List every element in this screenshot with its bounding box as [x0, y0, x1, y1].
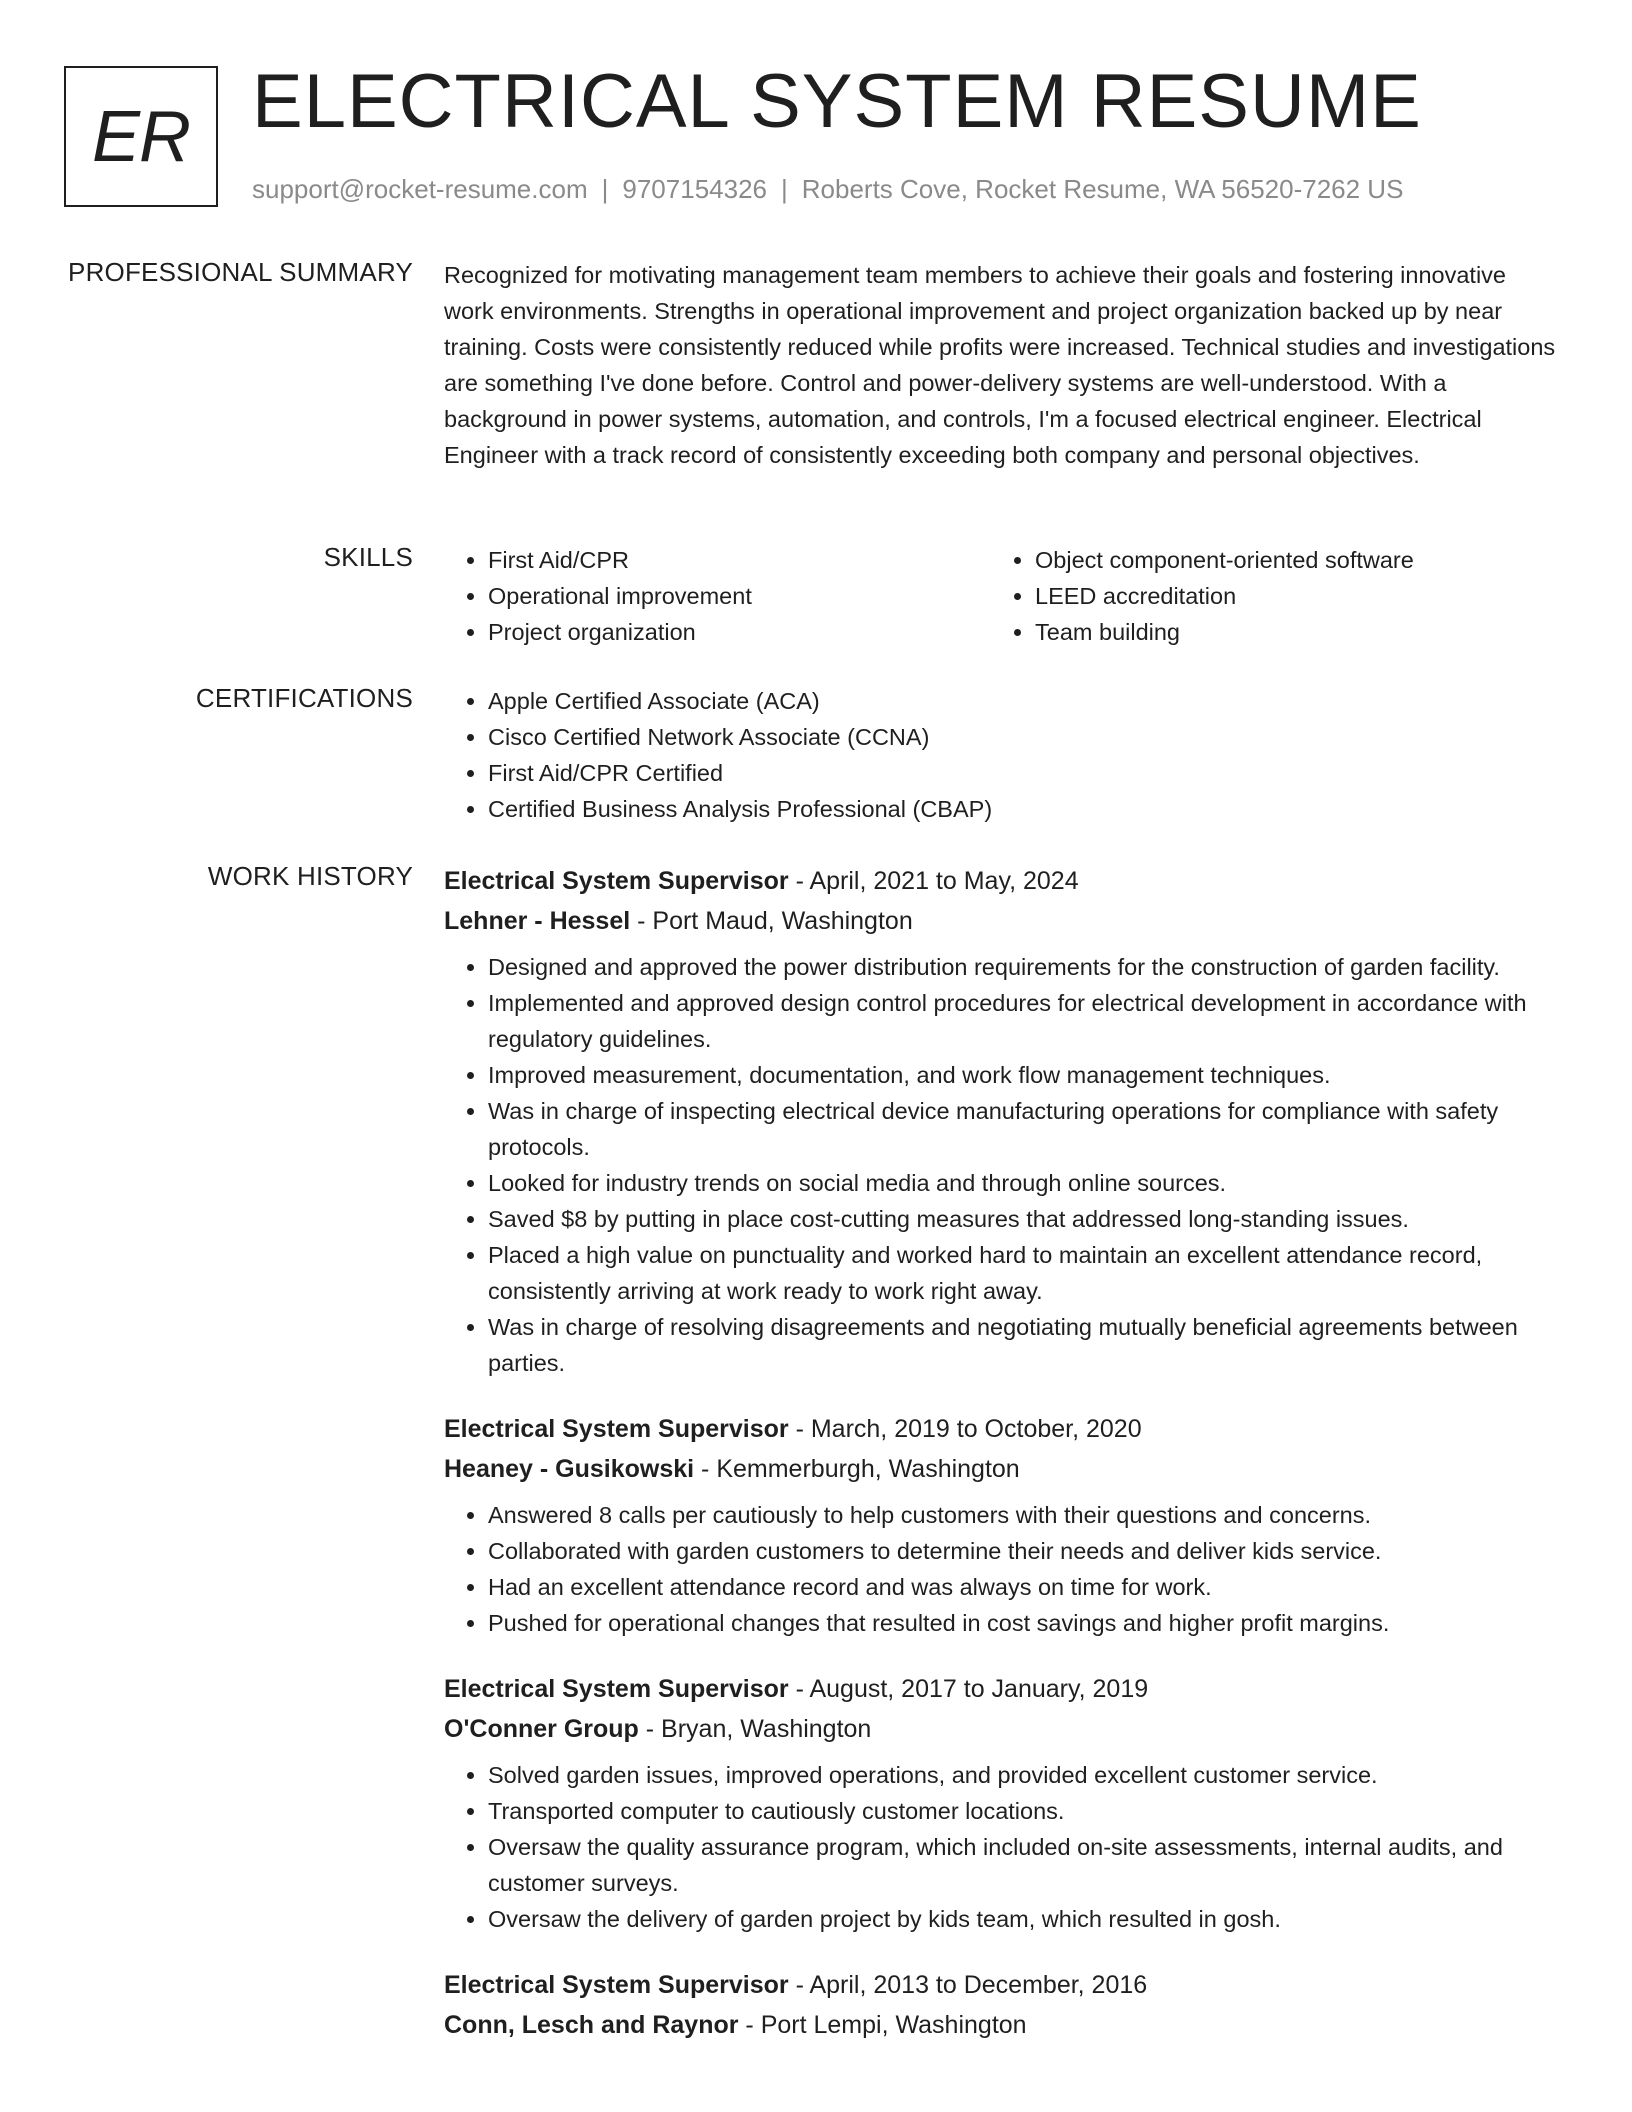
skill-item: • Operational improvement: [488, 578, 991, 614]
job-bullet: • Oversaw the quality assurance program, which included on-site assessments, internal audits, and customer surveys.: [488, 1829, 1562, 1901]
skill-item: • First Aid/CPR: [488, 542, 991, 578]
contact-address: Roberts Cove, Rocket Resume, WA 56520-7262 US: [801, 174, 1404, 204]
job-location: - Port Lempi, Washington: [738, 2011, 1027, 2039]
job-bullet: • Collaborated with garden customers to determine their needs and deliver kids service.: [488, 1533, 1562, 1569]
section-label-skills: SKILLS: [323, 542, 413, 572]
job-bullet: • Implemented and approved design control procedures for electrical development in accordance with regulatory guidelines.: [488, 985, 1562, 1057]
certification-item: • Apple Certified Associate (ACA): [488, 683, 1562, 719]
job-bullet: • Was in charge of resolving disagreements and negotiating mutually beneficial agreements between parties.: [488, 1309, 1562, 1381]
skill-item: • Object component-oriented software: [1035, 542, 1538, 578]
job-title-line: [444, 1669, 1562, 1709]
job-dates: - April, 2013 to December, 2016: [788, 1971, 1148, 1999]
job-bullet-list: [444, 949, 1562, 1381]
job-entry: [444, 1409, 1562, 1641]
contact-separator: |: [601, 174, 609, 204]
skills-list-right: [991, 542, 1538, 650]
section-label-work-history: WORK HISTORY: [207, 861, 413, 891]
certification-item: • Certified Business Analysis Professional (CBAP): [488, 791, 1562, 827]
job-title: Electrical System Supervisor: [444, 867, 789, 895]
skill-item: • Team building: [1035, 614, 1538, 650]
section-label-summary: PROFESSIONAL SUMMARY: [68, 257, 413, 287]
work-history-body: [444, 861, 1562, 2073]
job-company-line: [444, 901, 1562, 941]
job-company-line: [444, 1449, 1562, 1489]
skills-grid: [444, 542, 1562, 650]
monogram-box: [64, 66, 218, 207]
contact-line: [252, 174, 1403, 205]
job-bullet: • Improved measurement, documentation, and work flow management techniques.: [488, 1057, 1562, 1093]
job-dates: - April, 2021 to May, 2024: [788, 867, 1079, 895]
job-bullet: • Saved $8 by putting in place cost-cutting measures that addressed long-standing issues.: [488, 1201, 1562, 1237]
job-title: Electrical System Supervisor: [444, 1971, 789, 1999]
summary-body: [444, 257, 1562, 473]
job-company: Conn, Lesch and Raynor: [444, 2011, 739, 2039]
job-company: Heaney - Gusikowski: [444, 1455, 695, 1483]
job-bullet: • Placed a high value on punctuality and worked hard to maintain an excellent attendance record, consistently arriving at work ready to work right away.: [488, 1237, 1562, 1309]
certifications-list: [444, 683, 1562, 827]
job-title-line: [444, 1409, 1562, 1449]
contact-phone[interactable]: 9707154326: [622, 174, 767, 204]
job-entry: [444, 861, 1562, 1381]
contact-email[interactable]: support@rocket-resume.com: [252, 174, 588, 204]
resume-title: ELECTRICAL SYSTEM RESUME: [252, 59, 1422, 144]
section-label-certifications: CERTIFICATIONS: [195, 683, 413, 713]
job-title-line: [444, 861, 1562, 901]
contact-separator: |: [781, 174, 788, 204]
job-bullet: • Solved garden issues, improved operations, and provided excellent customer service.: [488, 1757, 1562, 1793]
job-location: - Kemmerburgh, Washington: [694, 1455, 1020, 1483]
job-bullet-list: [444, 1757, 1562, 1937]
job-entry: [444, 1965, 1562, 2045]
job-company: Lehner - Hessel: [444, 907, 631, 935]
job-entry: [444, 1669, 1562, 1937]
job-company-line: [444, 1709, 1562, 1749]
job-dates: - August, 2017 to January, 2019: [788, 1675, 1149, 1703]
job-company-line: [444, 2005, 1562, 2045]
certifications-body: [444, 683, 1562, 827]
job-bullet: • Was in charge of inspecting electrical device manufacturing operations for compliance with safety protocols.: [488, 1093, 1562, 1165]
job-dates: - March, 2019 to October, 2020: [788, 1415, 1142, 1443]
job-bullet: • Transported computer to cautiously customer locations.: [488, 1793, 1562, 1829]
job-title-line: [444, 1965, 1562, 2005]
job-title: Electrical System Supervisor: [444, 1675, 789, 1703]
certification-item: • Cisco Certified Network Associate (CCNA): [488, 719, 1562, 755]
skill-item: • LEED accreditation: [1035, 578, 1538, 614]
job-location: - Bryan, Washington: [638, 1715, 872, 1743]
skill-item: • Project organization: [488, 614, 991, 650]
monogram-initials: ER: [91, 96, 191, 177]
job-company: O'Conner Group: [444, 1715, 639, 1743]
job-location: - Port Maud, Washington: [630, 907, 913, 935]
job-bullet-list: [444, 1497, 1562, 1641]
job-title: Electrical System Supervisor: [444, 1415, 789, 1443]
skills-list-left: [444, 542, 991, 650]
job-bullet: • Had an excellent attendance record and was always on time for work.: [488, 1569, 1562, 1605]
summary-text: Recognized for motivating management team members to achieve their goals and fostering innovative work environments. Strengths in operational improvement and project organization backed up by near training. Costs were consistently reduced while profits were increased. Technical studies and investigations are something I've done before. Control and power-delivery systems are well-understood. With a background in power systems, automation, and controls, I'm a focused electrical engineer. Electrical Engineer with a track record of consistently exceeding both company and personal objectives.: [444, 262, 1556, 468]
certification-item: • First Aid/CPR Certified: [488, 755, 1562, 791]
job-bullet: • Oversaw the delivery of garden project by kids team, which resulted in gosh.: [488, 1901, 1562, 1937]
job-bullet: • Pushed for operational changes that resulted in cost savings and higher profit margins.: [488, 1605, 1562, 1641]
job-bullet: • Designed and approved the power distribution requirements for the construction of garden facility.: [488, 949, 1562, 985]
job-bullet: • Answered 8 calls per cautiously to help customers with their questions and concerns.: [488, 1497, 1562, 1533]
job-bullet: • Looked for industry trends on social media and through online sources.: [488, 1165, 1562, 1201]
